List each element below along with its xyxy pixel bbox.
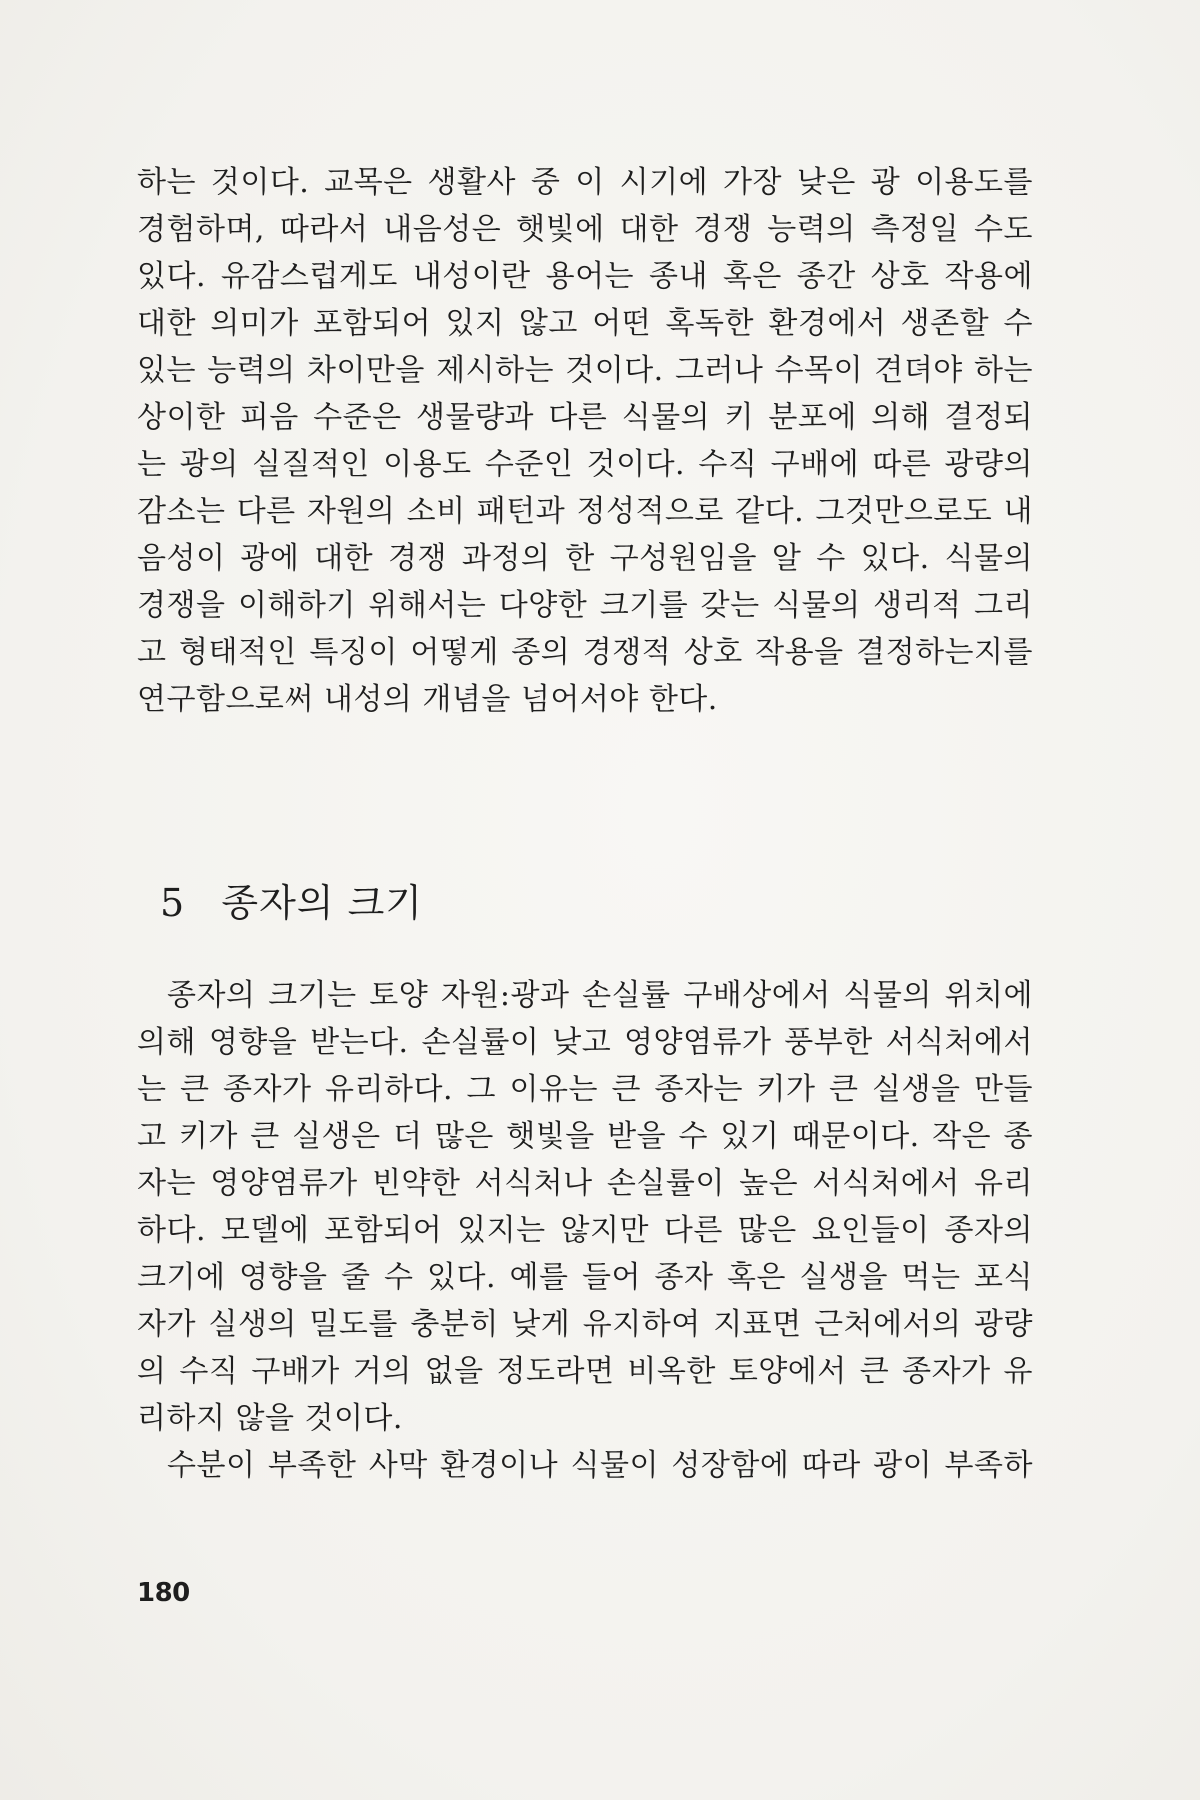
text-line: 대한 의미가 포함되어 있지 않고 어떤 혹독한 환경에서 생존할 수 — [137, 306, 1033, 341]
text-line: 음성이 광에 대한 경쟁 과정의 한 구성원임을 알 수 있다. 식물의 — [137, 541, 1033, 576]
text-line: 경험하며, 따라서 내음성은 햇빛에 대한 경쟁 능력의 측정일 수도 — [137, 212, 1033, 247]
text-line: 자는 영양염류가 빈약한 서식처나 손실률이 높은 서식처에서 유리 — [137, 1166, 1033, 1201]
page-number: 180 — [137, 1578, 190, 1608]
text-line: 하는 것이다. 교목은 생활사 중 이 시기에 가장 낮은 광 이용도를 — [137, 165, 1033, 200]
text-line: 하다. 모델에 포함되어 있지는 않지만 다른 많은 요인들이 종자의 — [137, 1213, 1033, 1248]
section-number: 5 — [160, 881, 186, 925]
section-heading — [160, 879, 423, 927]
text-line: 종자의 크기는 토양 자원:광과 손실률 구배상에서 식물의 위치에 — [167, 978, 1033, 1013]
text-line: 의해 영향을 받는다. 손실률이 낮고 영양염류가 풍부한 서식처에서 — [137, 1025, 1033, 1060]
text-line: 수분이 부족한 사막 환경이나 식물이 성장함에 따라 광이 부족하 — [167, 1448, 1033, 1483]
text-line: 고 형태적인 특징이 어떻게 종의 경쟁적 상호 작용을 결정하는지를 — [137, 635, 1033, 670]
text-line: 크기에 영향을 줄 수 있다. 예를 들어 종자 혹은 실생을 먹는 포식 — [137, 1260, 1033, 1295]
text-line: 경쟁을 이해하기 위해서는 다양한 크기를 갖는 식물의 생리적 그리 — [137, 588, 1033, 623]
text-line: 있다. 유감스럽게도 내성이란 용어는 종내 혹은 종간 상호 작용에 — [137, 259, 1033, 294]
section-title: 종자의 크기 — [221, 881, 423, 925]
text-line: 고 키가 큰 실생은 더 많은 햇빛을 받을 수 있기 때문이다. 작은 종 — [137, 1119, 1033, 1154]
text-line: 감소는 다른 자원의 소비 패턴과 정성적으로 같다. 그것만으로도 내 — [137, 494, 1033, 529]
text-line: 상이한 피음 수준은 생물량과 다른 식물의 키 분포에 의해 결정되 — [137, 400, 1033, 435]
text-line: 는 큰 종자가 유리하다. 그 이유는 큰 종자는 키가 큰 실생을 만들 — [137, 1072, 1033, 1107]
text-line: 자가 실생의 밀도를 충분히 낮게 유지하여 지표면 근처에서의 광량 — [137, 1307, 1033, 1342]
text-line: 리하지 않을 것이다. — [137, 1401, 403, 1436]
text-line: 는 광의 실질적인 이용도 수준인 것이다. 수직 구배에 따른 광량의 — [137, 447, 1033, 482]
text-line: 의 수직 구배가 거의 없을 정도라면 비옥한 토양에서 큰 종자가 유 — [137, 1354, 1033, 1389]
text-line: 연구함으로써 내성의 개념을 넘어서야 한다. — [137, 682, 718, 717]
text-line: 있는 능력의 차이만을 제시하는 것이다. 그러나 수목이 견뎌야 하는 — [137, 353, 1033, 388]
